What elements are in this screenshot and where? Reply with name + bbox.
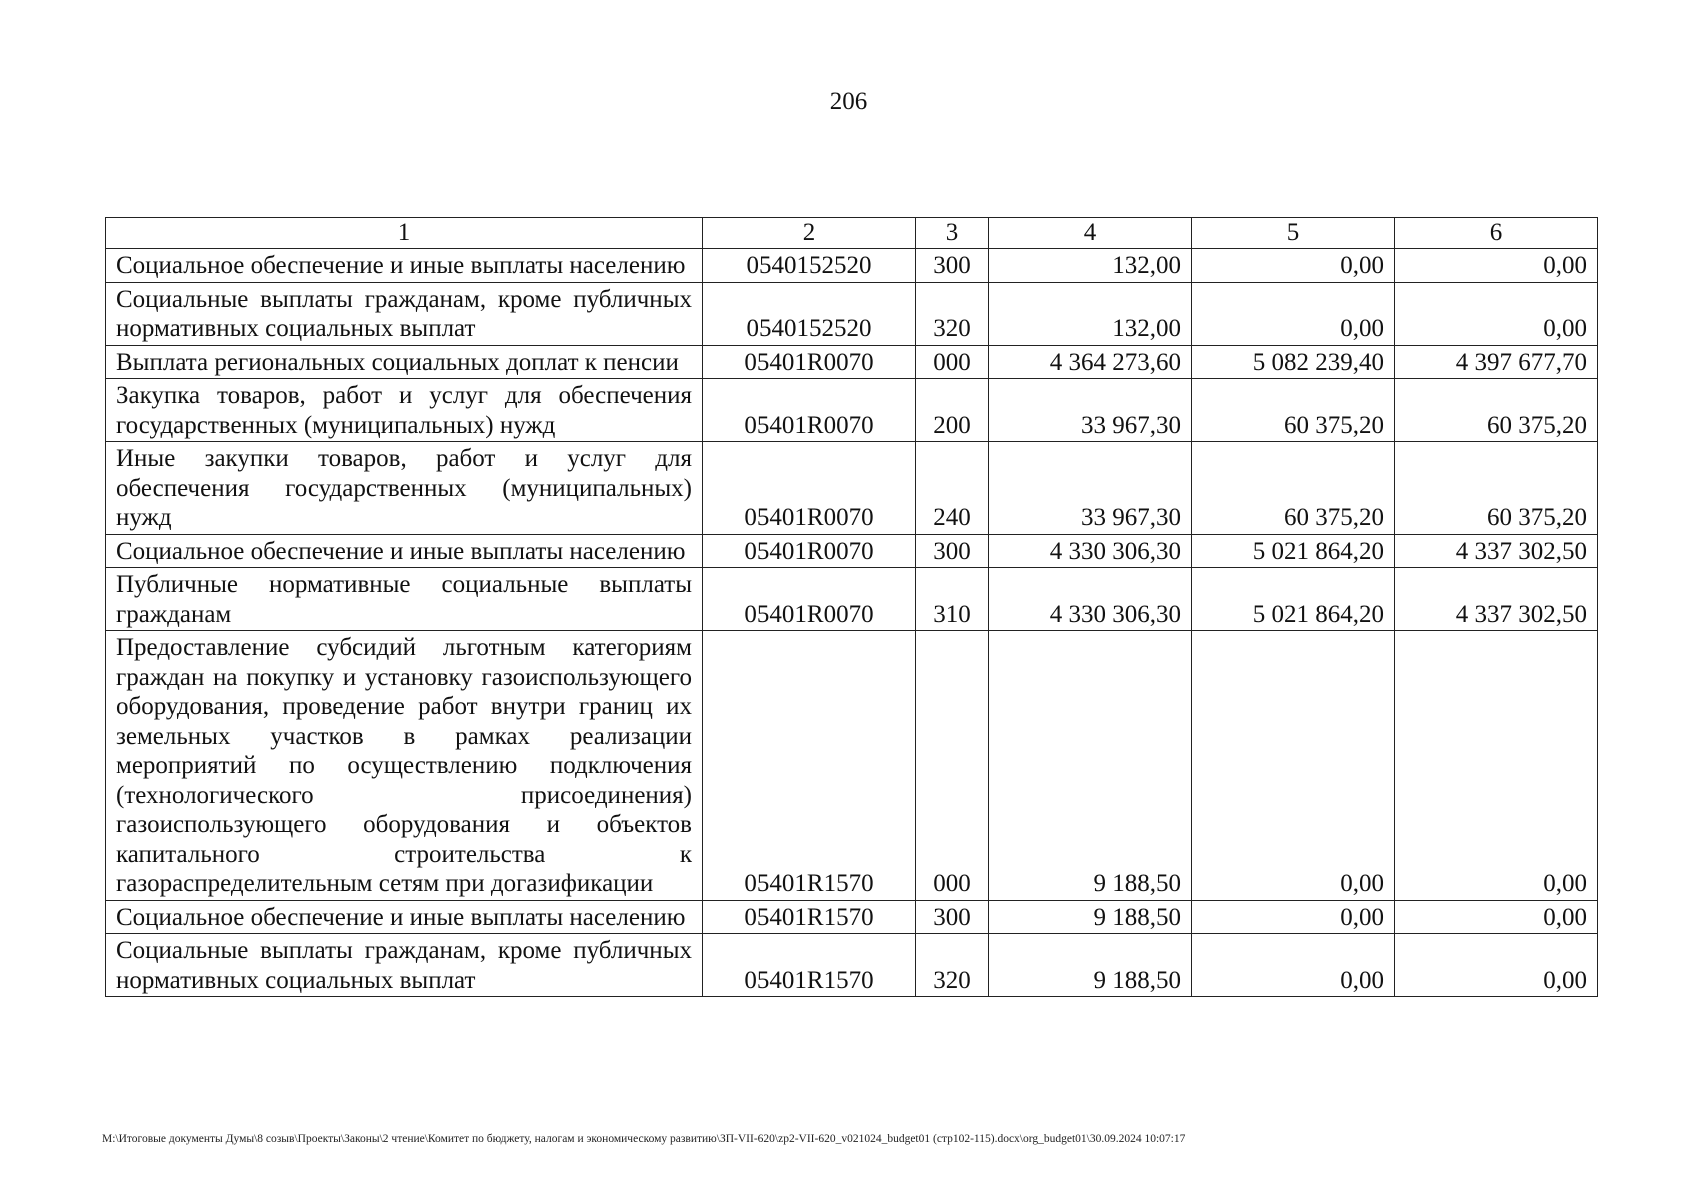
row-amount-col5: 60 375,20 bbox=[1192, 442, 1395, 535]
column-header: 2 bbox=[703, 218, 916, 249]
row-amount-col4: 132,00 bbox=[989, 249, 1192, 283]
row-amount-col5: 5 021 864,20 bbox=[1192, 568, 1395, 631]
row-kind: 310 bbox=[916, 568, 989, 631]
row-name: Выплата региональных социальных доплат к пенсии bbox=[106, 345, 703, 379]
row-amount-col4: 4 330 306,30 bbox=[989, 534, 1192, 568]
table-row bbox=[106, 568, 1598, 631]
row-kind: 300 bbox=[916, 900, 989, 934]
row-amount-col5: 0,00 bbox=[1192, 282, 1395, 345]
row-amount-col5: 0,00 bbox=[1192, 900, 1395, 934]
page-number: 206 bbox=[829, 88, 868, 115]
row-amount-col5: 5 082 239,40 bbox=[1192, 345, 1395, 379]
row-name: Публичные нормативные социальные выплаты гражданам bbox=[106, 568, 703, 631]
row-amount-col5: 60 375,20 bbox=[1192, 379, 1395, 442]
row-kind: 000 bbox=[916, 345, 989, 379]
table-row bbox=[106, 249, 1598, 283]
row-kind: 300 bbox=[916, 249, 989, 283]
row-amount-col6: 4 337 302,50 bbox=[1395, 534, 1598, 568]
row-amount-col6: 0,00 bbox=[1395, 282, 1598, 345]
row-name: Социальное обеспечение и иные выплаты населению bbox=[106, 249, 703, 283]
column-header: 5 bbox=[1192, 218, 1395, 249]
row-amount-col5: 0,00 bbox=[1192, 934, 1395, 997]
row-amount-col4: 4 364 273,60 bbox=[989, 345, 1192, 379]
row-code: 0540152520 bbox=[703, 282, 916, 345]
row-name: Социальные выплаты гражданам, кроме публичных нормативных социальных выплат bbox=[106, 934, 703, 997]
row-code: 05401R0070 bbox=[703, 568, 916, 631]
table-row bbox=[106, 934, 1598, 997]
row-amount-col4: 132,00 bbox=[989, 282, 1192, 345]
row-name: Социальные выплаты гражданам, кроме публичных нормативных социальных выплат bbox=[106, 282, 703, 345]
row-amount-col4: 4 330 306,30 bbox=[989, 568, 1192, 631]
table-header-row bbox=[106, 218, 1598, 249]
table-row bbox=[106, 900, 1598, 934]
table-row bbox=[106, 534, 1598, 568]
column-header: 4 bbox=[989, 218, 1192, 249]
row-kind: 320 bbox=[916, 282, 989, 345]
row-amount-col4: 9 188,50 bbox=[989, 900, 1192, 934]
row-code: 05401R0070 bbox=[703, 442, 916, 535]
row-code: 05401R0070 bbox=[703, 379, 916, 442]
row-code: 05401R0070 bbox=[703, 534, 916, 568]
column-header: 1 bbox=[106, 218, 703, 249]
row-amount-col4: 33 967,30 bbox=[989, 442, 1192, 535]
row-code: 05401R1570 bbox=[703, 900, 916, 934]
row-name: Иные закупки товаров, работ и услуг для обеспечения государственных (муниципальных) нужд bbox=[106, 442, 703, 535]
row-code: 05401R1570 bbox=[703, 631, 916, 901]
row-name: Предоставление субсидий льготным категориям граждан на покупку и установку газоиспользующего оборудования, проведение работ внутри границ их земельных участков в рамках реализации мероприятий по осуществлению подключения (технологического присоединения) газоиспользующего оборудования и объектов капитального строительства к газораспределительным сетям при догазификации bbox=[106, 631, 703, 901]
row-amount-col6: 60 375,20 bbox=[1395, 442, 1598, 535]
row-amount-col6: 4 397 677,70 bbox=[1395, 345, 1598, 379]
table-row bbox=[106, 442, 1598, 535]
row-amount-col6: 0,00 bbox=[1395, 934, 1598, 997]
row-amount-col4: 33 967,30 bbox=[989, 379, 1192, 442]
row-name: Социальное обеспечение и иные выплаты населению bbox=[106, 900, 703, 934]
row-code: 05401R0070 bbox=[703, 345, 916, 379]
row-kind: 300 bbox=[916, 534, 989, 568]
table-row bbox=[106, 345, 1598, 379]
row-kind: 240 bbox=[916, 442, 989, 535]
row-code: 0540152520 bbox=[703, 249, 916, 283]
column-header: 6 bbox=[1395, 218, 1598, 249]
table-row bbox=[106, 631, 1598, 901]
row-name: Социальное обеспечение и иные выплаты населению bbox=[106, 534, 703, 568]
row-amount-col6: 4 337 302,50 bbox=[1395, 568, 1598, 631]
column-header: 3 bbox=[916, 218, 989, 249]
row-amount-col6: 0,00 bbox=[1395, 249, 1598, 283]
row-code: 05401R1570 bbox=[703, 934, 916, 997]
row-amount-col6: 60 375,20 bbox=[1395, 379, 1598, 442]
row-amount-col5: 0,00 bbox=[1192, 249, 1395, 283]
row-kind: 320 bbox=[916, 934, 989, 997]
table-row bbox=[106, 282, 1598, 345]
row-kind: 000 bbox=[916, 631, 989, 901]
table-row bbox=[106, 379, 1598, 442]
budget-table bbox=[105, 217, 1598, 997]
row-kind: 200 bbox=[916, 379, 989, 442]
row-amount-col4: 9 188,50 bbox=[989, 631, 1192, 901]
row-amount-col6: 0,00 bbox=[1395, 900, 1598, 934]
row-amount-col4: 9 188,50 bbox=[989, 934, 1192, 997]
footer-file-path: M:\Итоговые документы Думы\8 созыв\Проекты\Законы\2 чтение\Комитет по бюджету, налогам и экономическому развитию\ЗП-VII-620\zp2-VII-620_v021024_budget01 (стр102-115).docx\org_budget01\30.09.2024 10:07:17 bbox=[102, 1133, 1186, 1145]
row-amount-col6: 0,00 bbox=[1395, 631, 1598, 901]
row-amount-col5: 5 021 864,20 bbox=[1192, 534, 1395, 568]
row-amount-col5: 0,00 bbox=[1192, 631, 1395, 901]
row-name: Закупка товаров, работ и услуг для обеспечения государственных (муниципальных) нужд bbox=[106, 379, 703, 442]
